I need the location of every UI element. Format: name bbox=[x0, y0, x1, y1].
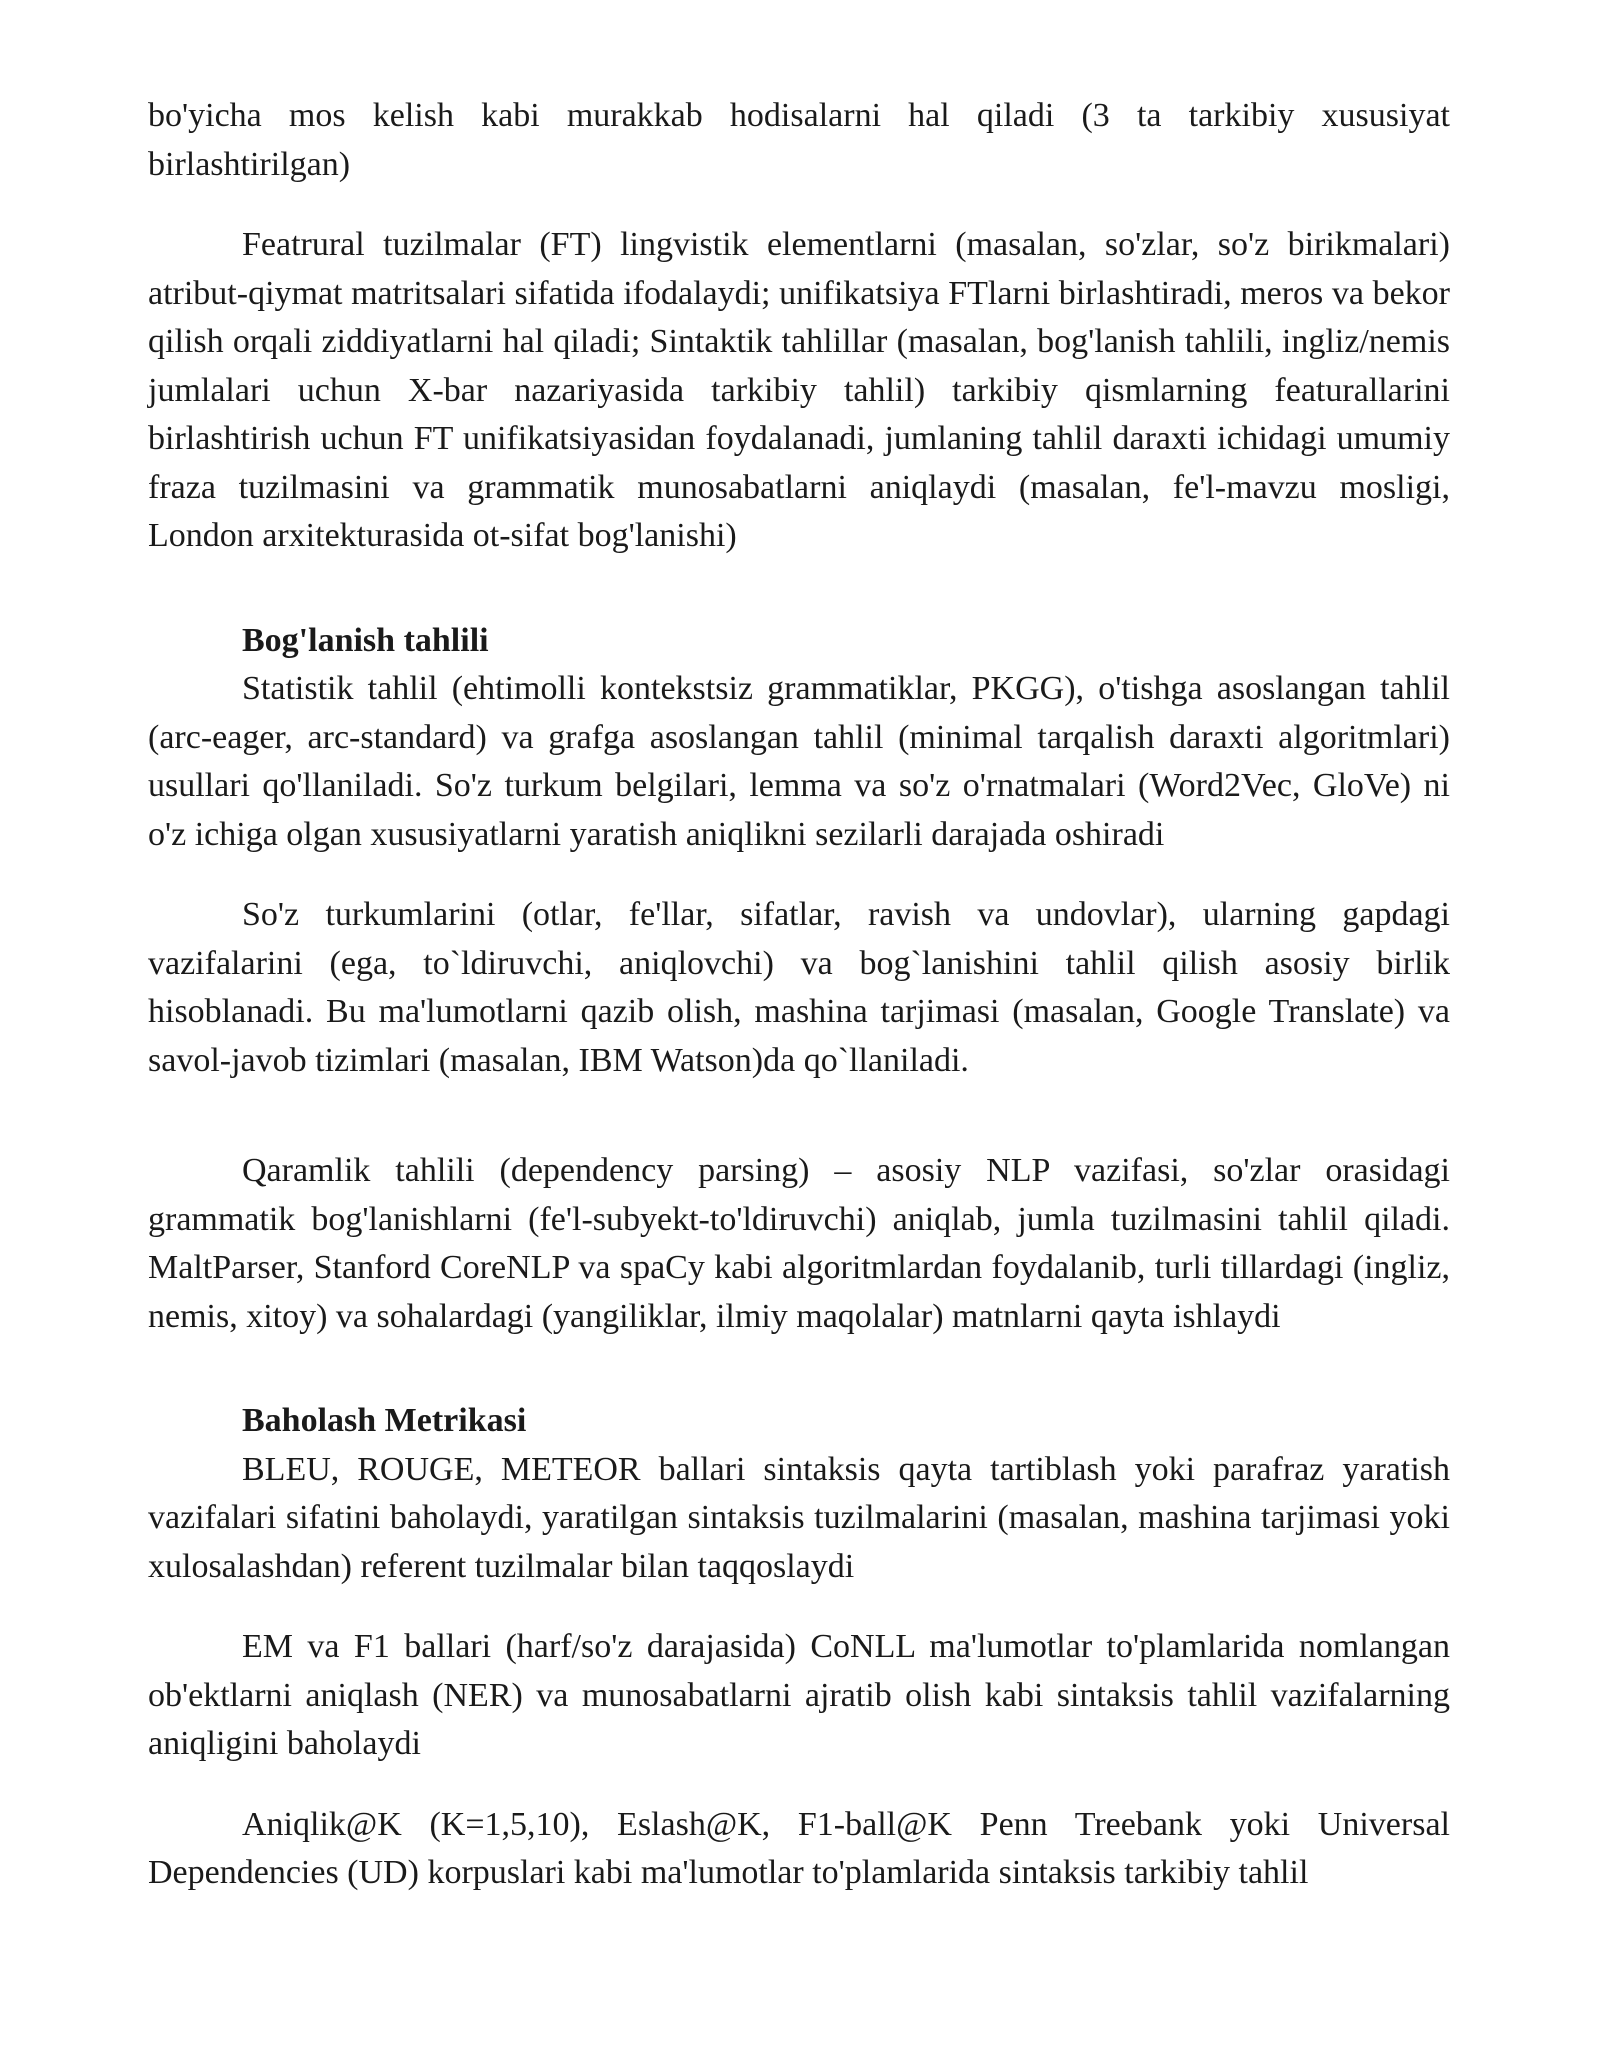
spacer bbox=[148, 859, 1450, 891]
paragraph-bleu-rouge: BLEU, ROUGE, METEOR ballari sintaksis qayta tartiblash yoki parafraz yaratish vazifalari sifatini baholaydi, yaratilgan sintaksis tuzilmalarini (masalan, mashina tarjimasi yoki xulosalashdan) referent tuzilmalar bilan taqqoslaydi bbox=[148, 1450, 1450, 1585]
spacer bbox=[148, 561, 1450, 617]
spacer bbox=[148, 1085, 1450, 1147]
spacer bbox=[148, 1341, 1450, 1397]
paragraph-em-f1: EM va F1 ballari (harf/so'z darajasida) CoNLL ma'lumotlar to'plamlarida nomlangan ob'ektlarni aniqlash (NER) va munosabatlarni ajratib olish kabi sintaksis tahlil vazifalarning aniqligini baholaydi bbox=[148, 1628, 1450, 1762]
paragraph-word-classes: So'z turkumlarini (otlar, fe'llar, sifatlar, ravish va undovlar), ularning gapdagi vazifalarini (ega, to`ldiruvchi, aniqlovchi) va bog`lanishini tahlil qilish asosiy birlik hisoblanadi. Bu ma'lumotlarni qazib olish, mashina tarjimasi (masalan, Google Translate) va savol-javob tizimlari (masalan, IBM Watson)da qo`llaniladi. bbox=[148, 896, 1450, 1079]
paragraph-precision-at-k: Aniqlik@K (K=1,5,10), Eslash@K, F1-ball@K Penn Treebank yoki Universal Dependencies (UD) korpuslari kabi ma'lumotlar to'plamlarida sintaksis tarkibiy tahlil bbox=[148, 1805, 1450, 1891]
spacer bbox=[148, 1591, 1450, 1623]
spacer bbox=[148, 189, 1450, 221]
paragraph-dependency-parsing: Qaramlik tahlili (dependency parsing) – asosiy NLP vazifasi, so'zlar orasidagi grammatik bog'lanishlarni (fe'l-subyekt-to'ldiruvchi) aniqlab, jumla tuzilmasini tahlil qiladi. MaltParser, Stanford CoreNLP va spaCy kabi algoritmlardan foydalanib, turli tillardagi (ingliz, nemis, xitoy) va sohalardagi (yangiliklar, ilmiy maqolalar) matnlarni qayta ishlaydi bbox=[148, 1152, 1450, 1335]
section-heading-dependency-parsing: Bog'lanish tahlili bbox=[242, 621, 489, 659]
paragraph-statistical-parsing: Statistik tahlil (ehtimolli kontekstsiz grammatiklar, PKGG), o'tishga asoslangan tahlil (arc-eager, arc-standard) va grafga asoslangan tahlil (minimal tarqalish daraxti algoritmlari) usullari qo'llaniladi. So'z turkum belgilari, lemma va so'z o'rnatmalari (Word2Vec, GloVe) ni o'z ichiga olgan xususiyatlarni yaratish aniqlikni sezilarli darajada oshiradi bbox=[148, 670, 1450, 853]
document-page bbox=[148, 92, 1450, 1898]
paragraph-continuation: bo'yicha mos kelish kabi murakkab hodisalarni hal qiladi (3 ta tarkibiy xususiyat birlashtirilgan) bbox=[148, 97, 1450, 183]
spacer bbox=[148, 1769, 1450, 1801]
section-heading-evaluation-metrics: Baholash Metrikasi bbox=[242, 1402, 527, 1439]
paragraph-feature-structures: Featrural tuzilmalar (FT) lingvistik elementlarni (masalan, so'zlar, so'z birikmalari) atribut-qiymat matritsalari sifatida ifodalaydi; unifikatsiya FTlarni birlashtiradi, meros va bekor qilish orqali ziddiyatlarni hal qiladi; Sintaktik tahlillar (masalan, bog'lanish tahlili, ingliz/nemis jumlalari uchun X-bar nazariyasida tarkibiy tahlil) tarkibiy qismlarning featurallarini birlashtirish uchun FT unifikatsiyasidan foydalanadi, jumlaning tahlil daraxti ichidagi umumiy fraza tuzilmasini va grammatik munosabatlarni aniqlaydi (masalan, fe'l-mavzu mosligi, London arxitekturasida ot-sifat bog'lanishi) bbox=[148, 226, 1450, 554]
